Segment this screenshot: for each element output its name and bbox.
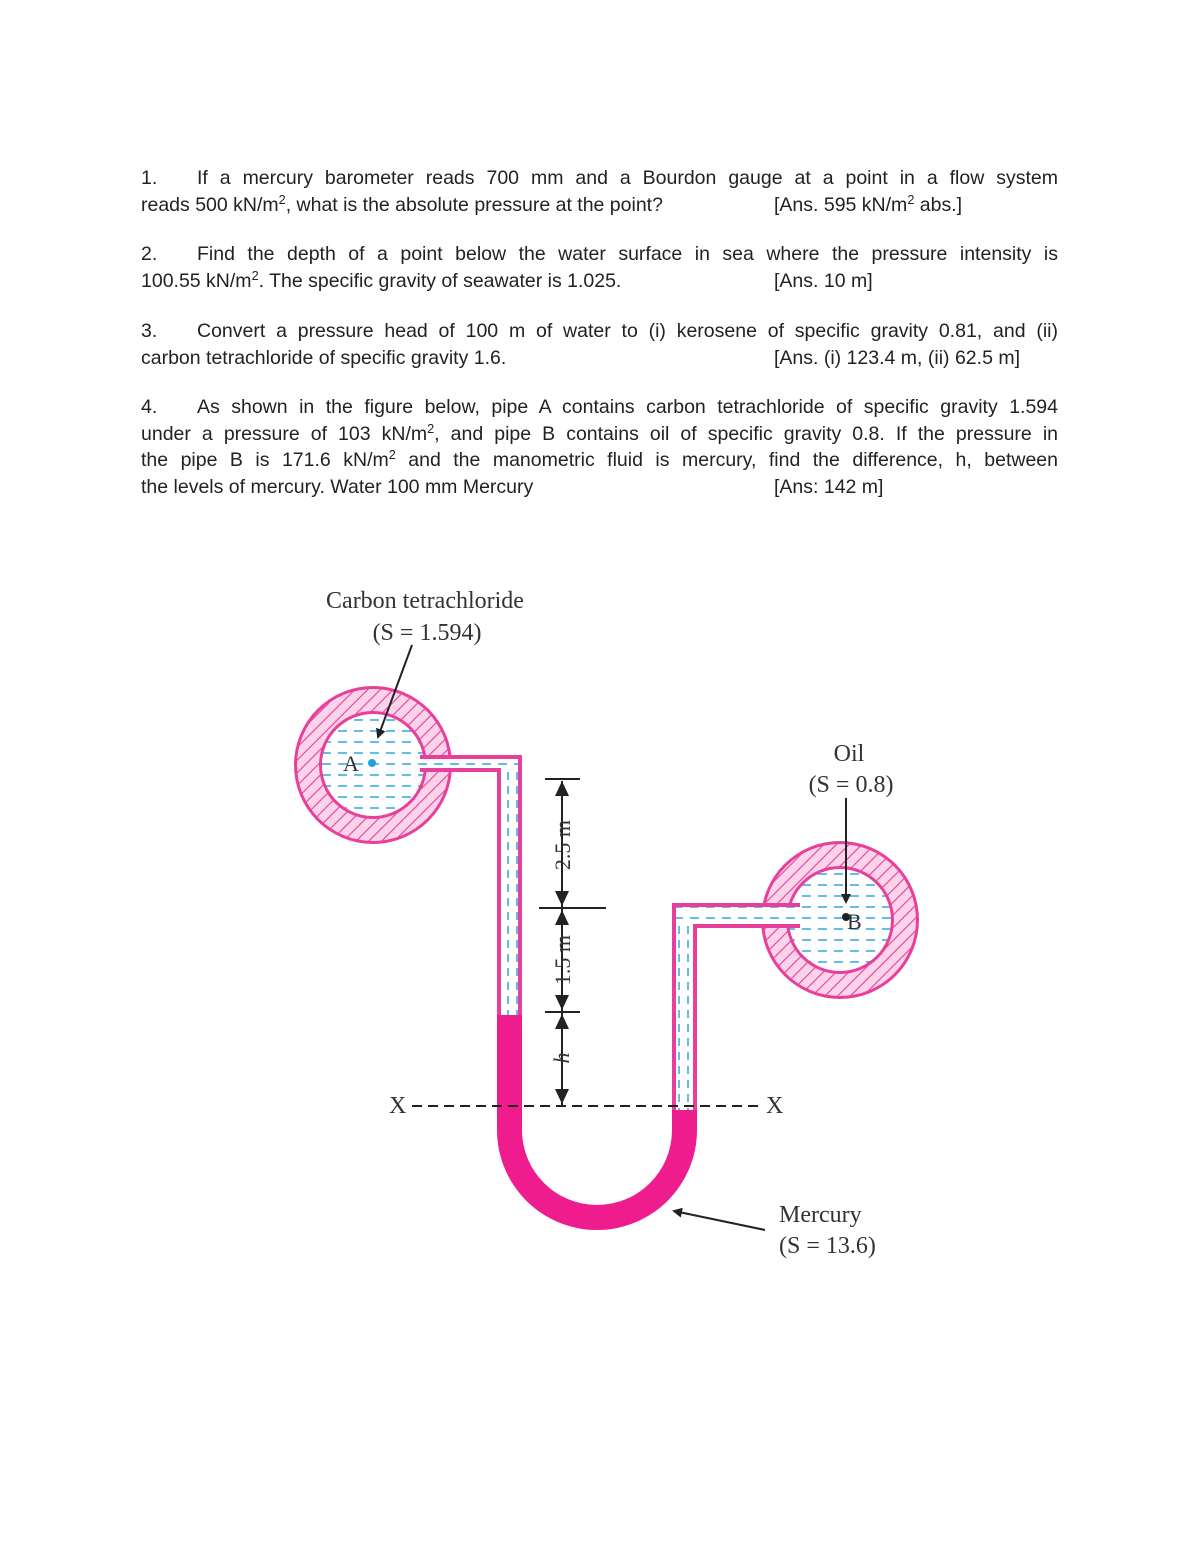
question-number: 4. xyxy=(141,396,158,418)
mercury-label: Mercury xyxy=(779,1202,862,1228)
superscript: 2 xyxy=(251,268,259,283)
datum-x-left: X xyxy=(389,1093,407,1119)
question-text-line1: As shown in the figure below, pipe A contains carbon tetrachloride of specific gravity 1.594 xyxy=(197,396,1058,418)
mercury-u-tube xyxy=(497,1015,697,1230)
question-number: 3. xyxy=(141,320,158,342)
dimension-annotations xyxy=(539,779,606,1106)
mercury-gravity-label: (S = 13.6) xyxy=(779,1233,876,1259)
question-text-line3: the pipe B is 171.6 kN/m xyxy=(141,449,389,471)
oil-gravity-label: (S = 0.8) xyxy=(808,772,894,798)
answer: [Ans. 10 m] xyxy=(774,269,873,292)
point-a-dot xyxy=(368,759,376,767)
point-a-label: A xyxy=(343,751,359,776)
question-text-line2: carbon tetrachloride of specific gravity 1.6. xyxy=(141,346,507,369)
question-4: 4. As shown in the figure below, pipe A contains carbon tetrachloride of specific gravity 1.594 under a pressure of 103 $kN/m^2$, and pipe B contains oil of specific gravity 0.8. If the pressure in the pipe B is 171.6 $kN/m^2$ and the manometric fluid is mercury, find the difference, h, between the levels of mercury. Water 100 mm Mercury [Ans: 142 m] xyxy=(141,394,1058,500)
answer: [Ans: 142 m] xyxy=(774,475,884,498)
superscript: 2 xyxy=(278,192,286,207)
question-number: 2. xyxy=(141,243,158,265)
question-number: 1. xyxy=(141,167,158,189)
ccl4-gravity-label: (S = 1.594) xyxy=(372,620,482,646)
question-text-line2-end: . The specific gravity of seawater is 1.025. xyxy=(258,269,622,292)
question-text-line1: Find the depth of a point below the water surface in sea where the pressure intensity is xyxy=(197,243,1058,265)
dimension-2-5m: 2.5 m xyxy=(550,819,575,871)
question-text-line2: 100.55 kN/m xyxy=(141,269,252,292)
oil-label: Oil xyxy=(833,741,865,767)
question-text-line1: Convert a pressure head of 100 m of water to (i) kerosene of specific gravity 0.81, and (ii) xyxy=(197,320,1058,342)
question-text-line2-end: , what is the absolute pressure at the point? xyxy=(285,193,663,216)
mercury-arrow xyxy=(674,1211,765,1230)
datum-x-right: X xyxy=(766,1093,784,1119)
answer: [Ans. 595 $kN/m^2$ abs.] xyxy=(774,192,963,216)
pipe-b-fluid xyxy=(789,869,891,971)
question-text-line2: under a pressure of 103 kN/m xyxy=(141,422,428,445)
ccl4-label: Carbon tetrachloride xyxy=(326,588,524,614)
point-b-label: B xyxy=(847,909,862,934)
dimension-1-5m: 1.5 m xyxy=(550,934,575,986)
question-text-line1: If a mercury barometer reads 700 mm and a Bourdon gauge at a point in a flow system xyxy=(197,167,1058,189)
question-text-line2: reads 500 kN/m xyxy=(141,193,279,216)
dimension-h: h xyxy=(549,1052,574,1064)
question-text-line4: the levels of mercury. Water 100 mm Mercury xyxy=(141,475,534,498)
answer: [Ans. (i) 123.4 m, (ii) 62.5 m] xyxy=(774,346,1020,369)
